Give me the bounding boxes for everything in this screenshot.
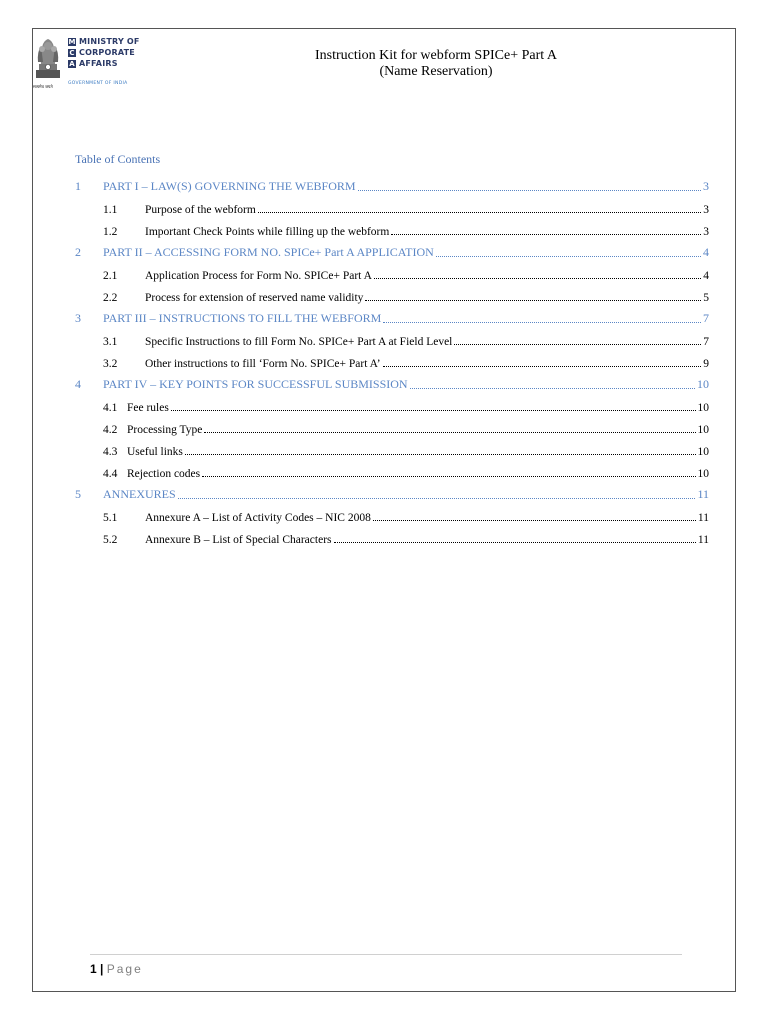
toc-entry-number: 1.1 — [103, 204, 118, 216]
toc-entry[interactable] — [75, 238, 709, 260]
toc-dot-leader — [258, 211, 701, 213]
national-emblem-icon — [33, 34, 63, 84]
toc-dot-leader — [383, 365, 702, 367]
toc-entry-page[interactable]: 10 — [697, 468, 709, 480]
toc-entry-title[interactable]: Useful links — [127, 446, 183, 458]
mca-letter-box: A — [69, 59, 75, 68]
toc-dot-leader — [358, 189, 701, 191]
page-footer — [90, 962, 143, 976]
toc-entry-title[interactable]: Other instructions to fill ‘Form No. SPICe+ Part A’ — [145, 358, 381, 370]
toc-entry-title[interactable]: Processing Type — [127, 424, 203, 436]
toc-entry-number: 4 — [75, 377, 81, 391]
toc-dot-leader — [383, 321, 701, 323]
toc-entry[interactable] — [75, 436, 709, 458]
toc-entry-title[interactable]: PART IV – KEY POINTS FOR SUCCESSFUL SUBMISSION — [103, 377, 408, 391]
toc-entry[interactable] — [75, 414, 709, 436]
toc-dot-leader — [436, 255, 701, 257]
toc-dot-leader — [365, 299, 701, 301]
toc-entry-number: 5.2 — [103, 534, 118, 546]
toc-entry-number: 4.1 — [103, 402, 118, 414]
toc-entry-page[interactable]: 5 — [703, 292, 709, 304]
mca-line — [68, 36, 140, 47]
toc-entry[interactable] — [75, 326, 709, 348]
toc-entry-page[interactable]: 10 — [697, 402, 709, 414]
mca-logo — [33, 34, 163, 92]
mca-letter-box: C — [69, 48, 75, 57]
toc-dot-leader — [373, 519, 696, 521]
toc-entry-page[interactable]: 10 — [697, 377, 709, 391]
mca-word: CORPORATE — [79, 48, 135, 57]
toc-entry-title[interactable]: Annexure B – List of Special Characters — [145, 534, 332, 546]
toc-entry-title[interactable]: Rejection codes — [127, 468, 201, 480]
toc-entry-title[interactable]: PART III – INSTRUCTIONS TO FILL THE WEBFORM — [103, 311, 382, 325]
toc-entry-title[interactable]: PART I – LAW(S) GOVERNING THE WEBFORM — [103, 179, 356, 193]
toc-entry-title[interactable]: Process for extension of reserved name validity — [145, 292, 364, 304]
toc-entry-title[interactable]: Purpose of the webform — [145, 204, 256, 216]
toc-entry-number: 3.2 — [103, 358, 118, 370]
toc-entry-page[interactable]: 11 — [697, 512, 709, 524]
emblem-caption: सत्यमेव जयते — [33, 84, 53, 89]
toc-dot-leader — [171, 409, 696, 411]
toc-dot-leader — [391, 233, 701, 235]
mca-line — [68, 58, 140, 69]
toc-entry-number: 2.2 — [103, 292, 118, 304]
toc-entry-page[interactable]: 4 — [703, 245, 709, 259]
toc-entry-page[interactable]: 7 — [703, 336, 709, 348]
mca-word: MINISTRY OF — [79, 37, 140, 46]
toc-entry-number: 1.2 — [103, 226, 118, 238]
document-title-line2: (Name Reservation) — [379, 64, 493, 79]
mca-word: AFFAIRS — [79, 59, 118, 68]
mca-letter-box: M — [68, 37, 76, 46]
table-of-contents — [75, 172, 709, 546]
toc-dot-leader — [185, 453, 696, 455]
toc-dot-leader — [410, 387, 695, 389]
toc-entry-page[interactable]: 9 — [703, 358, 709, 370]
footer-divider — [90, 954, 682, 955]
toc-entry-number: 3 — [75, 311, 81, 325]
page-number: 1 — [90, 962, 97, 976]
toc-entry-title[interactable]: Fee rules — [127, 402, 169, 414]
toc-entry[interactable] — [75, 370, 709, 392]
toc-entry-page[interactable]: 3 — [703, 226, 709, 238]
toc-entry[interactable] — [75, 282, 709, 304]
toc-entry[interactable] — [75, 458, 709, 480]
toc-entry-number: 5 — [75, 487, 81, 501]
toc-dot-leader — [202, 475, 695, 477]
toc-entry-page[interactable]: 10 — [697, 446, 709, 458]
document-title — [236, 48, 636, 80]
toc-dot-leader — [334, 541, 696, 543]
toc-entry-number: 4.3 — [103, 446, 118, 458]
toc-entry-number: 3.1 — [103, 336, 118, 348]
toc-entry[interactable] — [75, 260, 709, 282]
toc-heading: Table of Contents — [75, 152, 161, 166]
footer-separator: | — [100, 962, 104, 976]
document-title-line1: Instruction Kit for webform SPICe+ Part A — [315, 48, 557, 63]
toc-entry-page[interactable]: 10 — [697, 424, 709, 436]
mca-line — [68, 47, 140, 58]
toc-entry-page[interactable]: 11 — [697, 534, 709, 546]
toc-dot-leader — [178, 497, 696, 499]
toc-entry-title[interactable]: Annexure A – List of Activity Codes – NIC 2008 — [145, 512, 371, 524]
toc-entry-page[interactable]: 3 — [703, 179, 709, 193]
page-label: Page — [106, 962, 143, 976]
toc-entry[interactable] — [75, 348, 709, 370]
toc-entry-number: 1 — [75, 179, 81, 193]
toc-dot-leader — [204, 431, 695, 433]
government-of-india-label: GOVERNMENT OF INDIA — [68, 81, 128, 86]
toc-entry-number: 2.1 — [103, 270, 118, 282]
toc-entry-title[interactable]: Specific Instructions to fill Form No. SPICe+ Part A at Field Level — [145, 336, 453, 348]
toc-entry-page[interactable]: 4 — [703, 270, 709, 282]
toc-entry[interactable] — [75, 216, 709, 238]
toc-entry-title[interactable]: PART II – ACCESSING FORM NO. SPICe+ Part A APPLICATION — [103, 245, 434, 259]
toc-entry-title[interactable]: Important Check Points while filling up the webform — [145, 226, 390, 238]
toc-entry-number: 4.2 — [103, 424, 118, 436]
toc-entry-number: 5.1 — [103, 512, 118, 524]
toc-entry-number: 4.4 — [103, 468, 118, 480]
toc-entry-title[interactable]: ANNEXURES — [103, 487, 176, 501]
toc-entry-page[interactable]: 3 — [703, 204, 709, 216]
toc-entry[interactable] — [75, 502, 709, 524]
toc-entry-page[interactable]: 7 — [703, 311, 709, 325]
toc-entry-page[interactable]: 11 — [697, 487, 709, 501]
toc-entry[interactable] — [75, 392, 709, 414]
toc-entry-number: 2 — [75, 245, 81, 259]
mca-wordmark — [68, 36, 140, 69]
toc-entry[interactable] — [75, 480, 709, 502]
toc-entry[interactable] — [75, 194, 709, 216]
toc-entry-title[interactable]: Application Process for Form No. SPICe+ Part A — [145, 270, 372, 282]
toc-entry[interactable] — [75, 524, 709, 546]
toc-dot-leader — [374, 277, 701, 279]
toc-entry[interactable] — [75, 172, 709, 194]
toc-dot-leader — [454, 343, 701, 345]
toc-entry[interactable] — [75, 304, 709, 326]
